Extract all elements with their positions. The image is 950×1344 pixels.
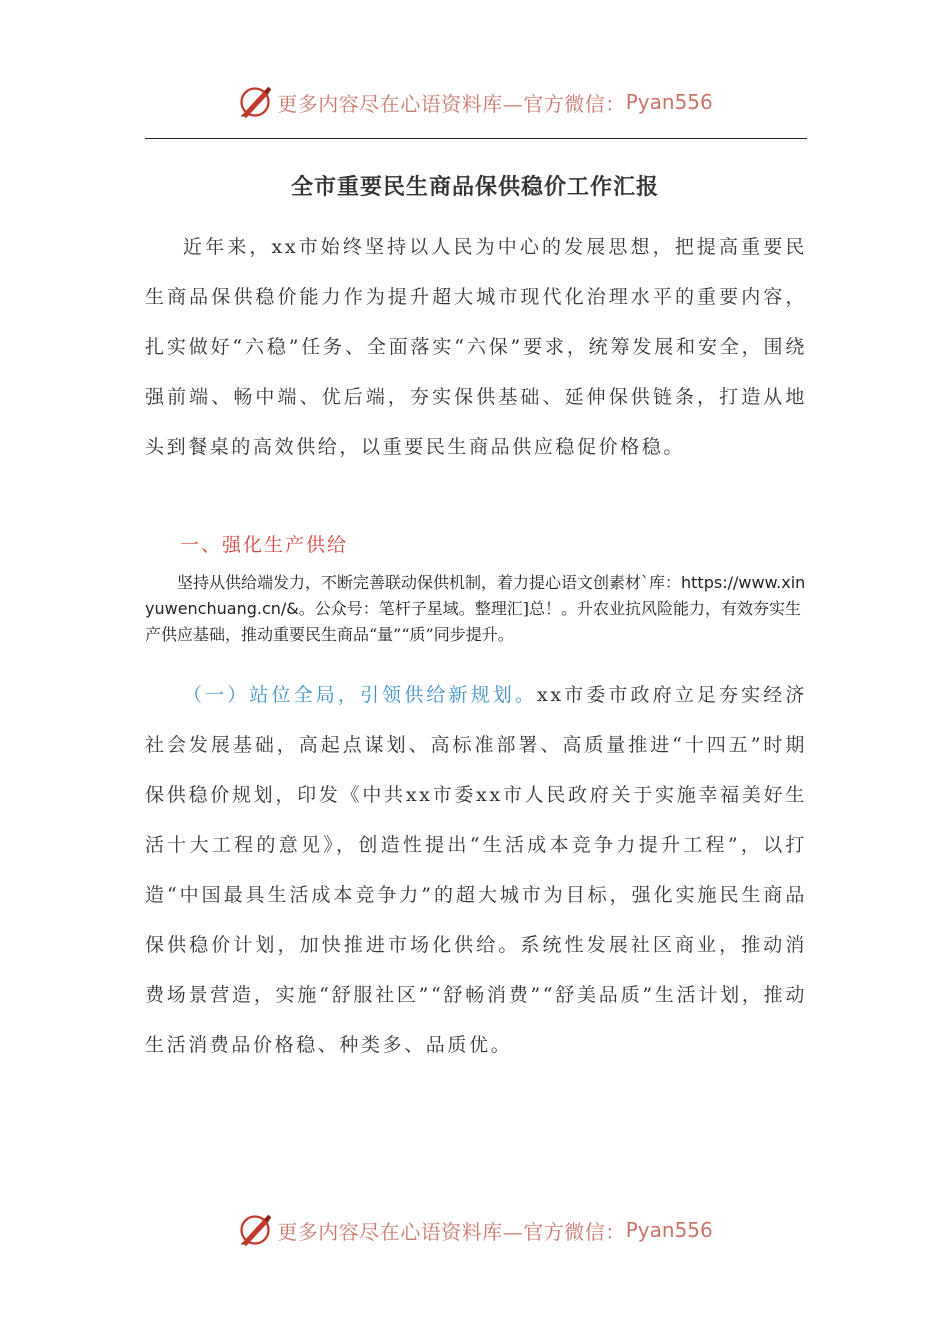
source-url: https://www.xinyuwenchuang.cn/&	[145, 573, 806, 618]
section-heading-1: 一、强化生产供给	[180, 534, 349, 556]
footer-banner-text: 更多内容尽在心语资料库—官方微信：	[277, 1219, 626, 1244]
header-rule	[145, 138, 807, 139]
pen-logo-icon	[237, 84, 273, 120]
banner-contact: Pyan556	[625, 90, 713, 114]
footer-banner-contact: Pyan556	[625, 1218, 713, 1242]
intro-paragraph: 近年来，xx市始终坚持以人民为中心的发展思想，把提高重要民生商品保供稳价能力作为提升超大城市现代化治理水平的重要内容，扎实做好“六稳”任务、全面落实“六保”要求，统筹发展和安全，围绕强前端、畅中端、优后端，夯实保供基础、延伸保供链条，打造从地头到餐桌的高效供给，以重要民生商品供应稳促价格稳。	[145, 236, 807, 458]
subsection1-body: xx市委市政府立足夯实经济社会发展基础，高起点谋划、高标准部署、高质量推进“十四五”时期保供稳价规划，印发《中共xx市委xx市人民政府关于实施幸福美好生活十大工程的意见》，创造性提出“生活成本竞争力提升工程”，以打造“中国最具生活成本竞争力”的超大城市为目标，强化实施民生商品保供稳价计划，加快推进市场化供给。系统性发展社区商业，推动消费场景营造，实施“舒服社区”“舒畅消费”“舒美品质”生活计划，推动生活消费品价格稳、种类多、品质优。	[145, 684, 807, 1056]
section1-paragraph	[145, 570, 807, 648]
document-title: 全市重要民生商品保供稳价工作汇报	[290, 175, 659, 200]
section1-text-b: 。公众号：笔杆子星域。整理汇]总！。升农业抗风险能力，有效夯实生产供应基础，推动重要民生商品“量”“质”同步提升。	[145, 599, 801, 644]
subsection-heading-1: （一）站位全局，引领供给新规划。	[183, 684, 537, 706]
section1-text-a: 坚持从供给端发力，不断完善联动保供机制，着力提心语文创素材`库：	[177, 573, 682, 592]
footer-banner	[0, 1208, 950, 1252]
header-banner	[0, 80, 950, 124]
subsection1-paragraph	[145, 670, 807, 1070]
pen-logo-icon	[237, 1212, 273, 1248]
banner-text: 更多内容尽在心语资料库—官方微信：	[277, 91, 626, 116]
